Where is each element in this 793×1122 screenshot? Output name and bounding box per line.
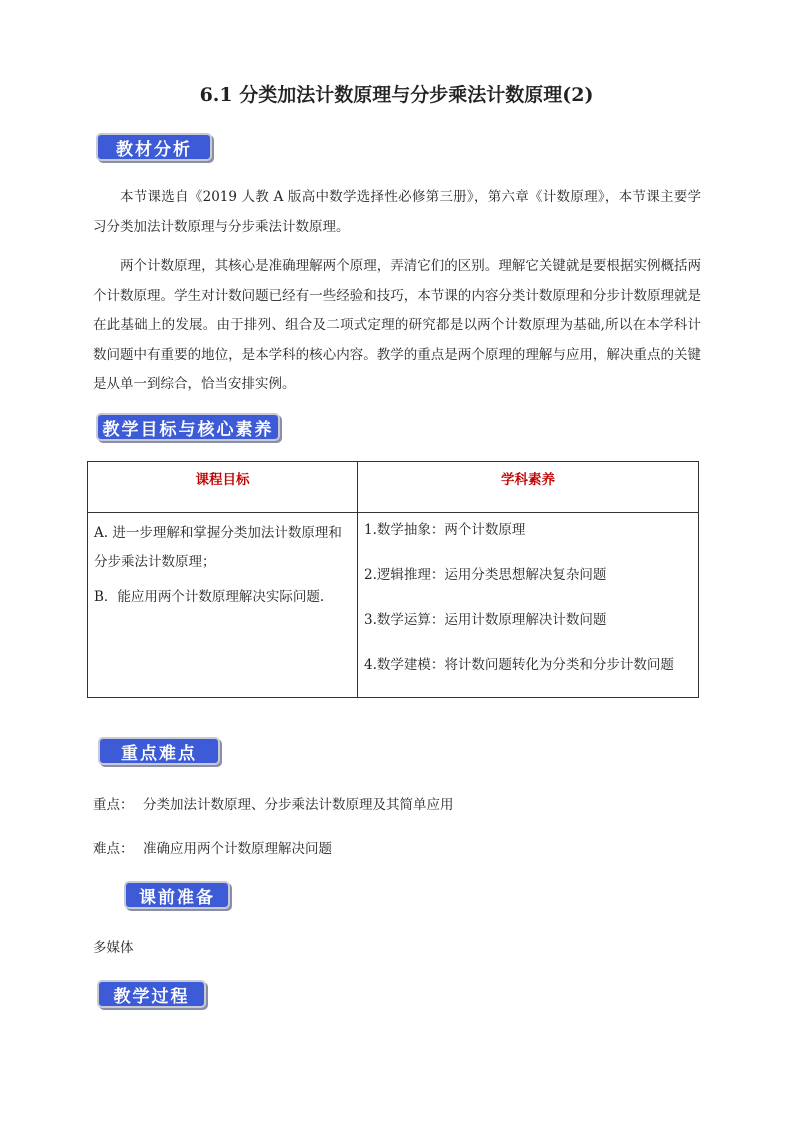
difficult-point-line [93, 837, 332, 857]
subject-literacy-cell [358, 513, 699, 698]
preparation-text: 多媒体 [93, 940, 134, 956]
section-badge-goals: 教学目标与核心素养 [96, 413, 280, 441]
section-badge-process: 教学过程 [97, 980, 206, 1008]
key-point-line [93, 793, 454, 813]
header-course-goals: 课程目标 [88, 462, 358, 513]
course-goal-item: A. 进一步理解和掌握分类加法计数原理和分步乘法计数原理； [94, 525, 342, 570]
page-title: 6.1 分类加法计数原理与分步乘法计数原理(2) [199, 84, 594, 106]
difficult-point-text: 准确应用两个计数原理解决问题 [143, 841, 332, 857]
key-point-text: 分类加法计数原理、分步乘法计数原理及其简单应用 [143, 797, 454, 813]
analysis-paragraph-1: 本节课选自《2019 人教 A 版高中数学选择性必修第三册》，第六章《计数原理》，本节课主要学习分类加法计数原理与分步乘法计数原理。 [93, 189, 701, 235]
goals-table [87, 461, 699, 698]
literacy-item: 1.数学抽象：两个计数原理 [364, 522, 526, 538]
literacy-item: 4.数学建模：将计数问题转化为分类和分步计数问题 [364, 657, 674, 673]
header-subject-literacy: 学科素养 [358, 462, 699, 513]
section-badge-keypoints: 重点难点 [98, 737, 220, 765]
section-badge-preparation: 课前准备 [124, 881, 230, 909]
literacy-item: 3.数学运算：运用计数原理解决计数问题 [364, 612, 607, 628]
goals-table-body-row [88, 513, 699, 698]
literacy-item: 2.逻辑推理：运用分类思想解决复杂问题 [364, 567, 607, 583]
key-point-label: 重点： [93, 797, 134, 813]
course-goal-item: B．能应用两个计数原理解决实际问题. [94, 589, 325, 605]
analysis-paragraph-2: 两个计数原理，其核心是准确理解两个原理，弄清它们的区别。理解它关键就是要根据实例概括两个计数原理。学生对计数问题已经有一些经验和技巧，本节课的内容分类计数原理和分步计数原理就是在此基础上的发展。由于排列、组合及二项式定理的研究都是以两个计数原理为基础,所以在本学科计数问题中有重要的地位，是本学科的核心内容。教学的重点是两个原理的理解与应用，解决重点的关键是从单一到综合，恰当安排实例。 [93, 258, 701, 392]
goals-table-header-row [88, 462, 699, 513]
difficult-point-label: 难点： [93, 841, 134, 857]
section-badge-analysis: 教材分析 [96, 133, 212, 161]
course-goals-cell [88, 513, 358, 698]
